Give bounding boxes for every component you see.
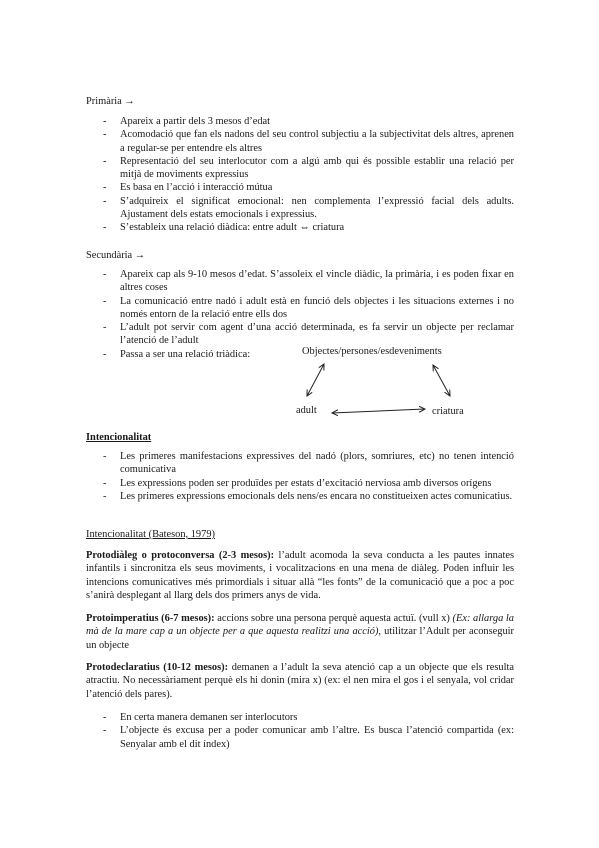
protodialeg-term: Protodiàleg o protoconversa (2-3 mesos): — [86, 550, 275, 561]
list-item: - Es basa en l’acció i interacció mútua — [86, 181, 514, 194]
intencionalitat-list — [86, 450, 514, 503]
intencionalitat-heading: Intencionalitat — [86, 432, 152, 443]
list-item: - Les expressions poden ser produïdes per estats d’excitació nerviosa amb diversos orígens — [86, 477, 514, 490]
list-item: - S’adquireix el significat emocional: nen complementa l’expressió facial dels adults. Ajustament dels estats emocionals i expressius. — [86, 195, 514, 222]
arrow-top-right — [433, 365, 450, 396]
primaria-heading: Primària → — [86, 96, 135, 107]
arrow-top-left — [307, 364, 324, 396]
protoimperatius-paragraph — [86, 612, 514, 652]
list-item: - Les primeres expressions emocionals dels nens/es encara no constitueixen actes comunicatius. — [86, 490, 514, 503]
list-item: - S’estableix una relació diàdica: entre adult ⇔ criatura — [86, 221, 514, 234]
diagram-left-label: adult — [296, 405, 317, 416]
bateson-heading: Intencionalitat (Bateson, 1979) — [86, 529, 215, 540]
list-item: - Passa a ser una relació triàdica: — [86, 348, 514, 361]
diagram-right-label: criatura — [432, 406, 464, 417]
secundaria-heading: Secundària → — [86, 250, 146, 261]
diagram-top-label: Objectes/persones/esdeveniments — [302, 346, 442, 357]
protoimperatius-text: accions sobre una persona perquè aquesta actuï. (vull x) — [214, 613, 453, 624]
protoimperatius-term: Protoimperatius (6-7 mesos): — [86, 613, 215, 624]
list-item: - En certa manera demanen ser interlocutors — [86, 711, 514, 724]
list-item: - La comunicació entre nadó i adult està en funció dels objectes i les situacions externes i no només entorn de la relació entre ells dos — [86, 295, 514, 322]
triadic-diagram — [290, 343, 490, 423]
protodeclaratius-term: Protodeclaratius (10-12 mesos): — [86, 662, 229, 673]
list-item: - L’adult pot servir com agent d’una acció determinada, es fa servir un objecte per reclamar l’atenció de l’adult — [86, 321, 514, 348]
list-item: - Representació del seu interlocutor com a algú amb qui és possible establir una relació per mitjà de moviments expressius — [86, 155, 514, 182]
list-item: - Les primeres manifestacions expressives del nadó (plors, somriures, etc) no tenen intenció comunicativa — [86, 450, 514, 477]
protodeclaratius-text: demanen a l’adult la seva atenció cap a un objecte que els resulta atractiu. No necessàriament perquè els hi donin (mira x) (ex: el nen mira el gos i el senyala, vol cridar l’atenció dels pares). — [86, 662, 514, 700]
list-item: - Acomodació que fan els nadons del seu control subjectiu a la subjectivitat dels altres, aprenen a regular-se per entendre els altres — [86, 128, 514, 155]
protoimperatius-example: (Ex: allarga la mà de la mare cap a un objecte per a que aquesta realitzi una acció) — [86, 613, 514, 638]
protodialeg-text: l’adult acomoda la seva conducta a les pautes innates infantils i sincronitza els seus moviments, i vocalitzacions en una mena de diàleg. Poden influir les intencions comunicatives més primordials i situar allà “les fonts” de la comunicació que a poc a poc s’anirà desplegant al llarg dels dos primers anys de vida. — [86, 550, 514, 601]
list-item: - L’objecte és excusa per a poder comunicar amb l’altre. Es busca l’atenció compartida (ex: Senyalar amb el dit índex) — [86, 724, 514, 751]
list-item: - Apareix cap als 9-10 mesos d’edat. S’assoleix el vincle diàdic, la primària, i es poden fixar en altres coses — [86, 268, 514, 295]
protodeclaratius-paragraph — [86, 661, 514, 701]
protodialeg-paragraph — [86, 549, 514, 602]
protoimperatius-tail: , utilitzar l’Adult per aconseguir un objecte — [86, 626, 514, 651]
diagram-arrows — [290, 343, 490, 423]
list-item: - Apareix a partir dels 3 mesos d’edat — [86, 115, 514, 128]
bateson-list — [86, 711, 514, 751]
primaria-list — [86, 115, 514, 235]
arrow-bottom — [332, 409, 425, 413]
